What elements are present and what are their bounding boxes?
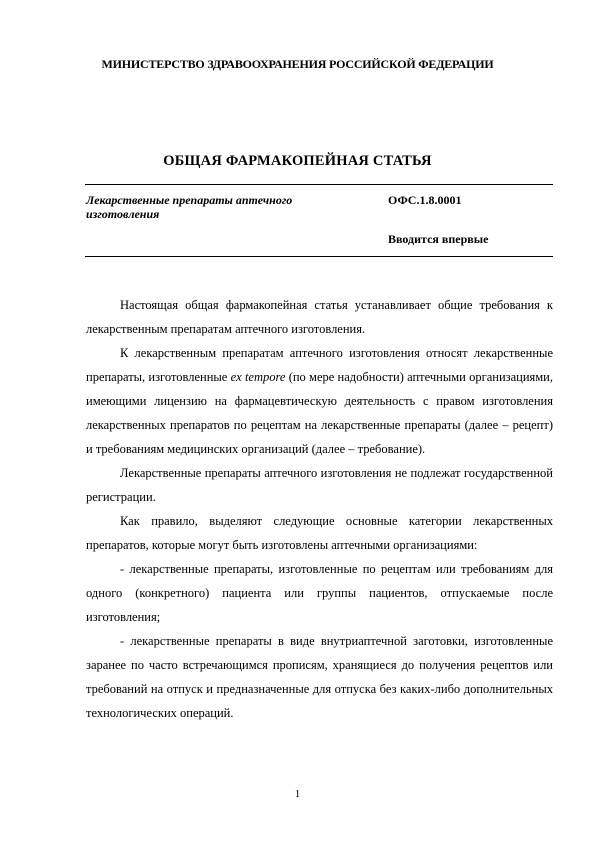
latin-term: ex tempore — [230, 370, 286, 384]
paragraph-definition-start: К лекарственным препаратам аптечного изготовления относят лекарственные препараты, изготовленные — [86, 346, 553, 384]
article-body — [86, 293, 553, 725]
divider-top — [85, 184, 553, 185]
list-item: - лекарственные препараты в виде внутриаптечной заготовки, изготовленные заранее по часто встречающимся прописям, хранящиеся до получения рецептов или требований на отпуск и предназначенные для отпуска без каких-либо дополнительных технологических операций. — [86, 634, 553, 720]
divider-bottom — [85, 256, 553, 257]
article-status: Вводится впервые — [388, 232, 489, 246]
ministry-heading: МИНИСТЕРСТВО ЗДРАВООХРАНЕНИЯ РОССИЙСКОЙ ФЕДЕРАЦИИ — [101, 57, 494, 71]
paragraph-definition-end: (по мере надобности) аптечными организациями, имеющими лицензию на фармацевтическую деятельность с правом изготовления лекарственных препаратов по рецептам на лекарственные препараты (далее – рецепт) и требованиям медицинских организаций (далее – требование). — [86, 370, 553, 456]
article-code: ОФС.1.8.0001 — [388, 193, 462, 207]
list-item: - лекарственные препараты, изготовленные по рецептам или требованиям для одного (конкретного) пациента или группы пациентов, отпускаемые после изготовления; — [86, 562, 553, 624]
page-number: 1 — [294, 788, 301, 800]
paragraph-categories: Как правило, выделяют следующие основные категории лекарственных препаратов, которые могут быть изготовлены аптечными организациями: — [86, 514, 553, 552]
paragraph-definition — [86, 341, 553, 461]
article-name: Лекарственные препараты аптечного изготовления — [86, 193, 293, 221]
page-title: ОБЩАЯ ФАРМАКОПЕЙНАЯ СТАТЬЯ — [163, 153, 432, 169]
paragraph-intro: Настоящая общая фармакопейная статья устанавливает общие требования к лекарственным препаратам аптечного изготовления. — [86, 298, 553, 336]
paragraph-registration: Лекарственные препараты аптечного изготовления не подлежат государственной регистрации. — [86, 466, 553, 504]
